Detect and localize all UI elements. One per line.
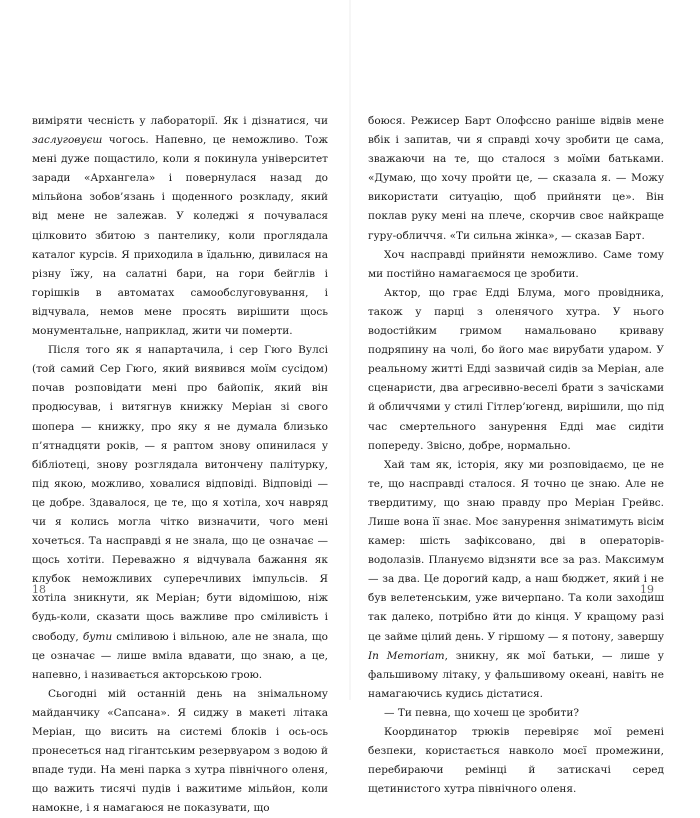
text-run: Хоч насправді прийняти неможливо. Саме тому ми постійно намагаємося це зробити. [368,248,664,280]
right-page-number: 19 [640,583,654,596]
paragraph [32,685,328,818]
left-page-number: 18 [32,583,46,596]
text-run: сміливою і вільною, але не знала, що це означає — лише вміла вдавати, що знаю, а це, напевно, і називається акторською грою. [32,630,328,681]
paragraph [368,456,664,704]
paragraph [368,723,664,799]
text-run: чогось. Напевно, це неможливо. Тож мені дуже пощастило, коли я покинула університет заради «Архангела» і повернулася назад до мільйона зобов’язань і щоденного розкладу, який від мене не залежав. У коледжі я почувалася цілковито збитою з пантелику, коли проглядала каталог курсів. Я приходила в їдальню, дивилася на різну їжу, на салатні бари, на гори бейглів і горішків в автоматах самообслуговування, і відчувала, немов мене просять вирішити щось монументальне, наприклад, жити чи померти. [32,134,328,338]
paragraph [368,246,664,284]
paragraph [368,112,664,246]
paragraph [368,284,664,456]
paragraph [32,341,328,685]
text-run: Актор, що грає Едді Блума, мого провідника, також у парці з оленячого хутра. У нього водостійким гримом намальовано криваву подряпину на чолі, бо його має вирубати ударом. У реальному житті Едді зазвичай сидів за Меріан, але сценаристи, два агресивно-веселі брати з зачісками й обличчями у стилі Гітлер’югенд, вирішили, що під час смертельного занурення Едді має сидіти попереду. Звісно, добре, нормально. [368,286,664,452]
italic-text: бути [82,630,113,643]
paragraph [32,112,328,341]
text-run: Хай там як, історія, яку ми розповідаємо, це не те, що насправді сталося. Я точно це знаю. Але не твердитиму, що знаю правду про Меріан Грейвс. Лише вона її знає. Моє занурення зніматимуть вісім камер: шість зафіксовано, дві в операторів-водолазів. Плануємо відзняти все за раз. Максимум — за два. Це дорогий кадр, а наш бюджет, який і не був велетенським, уже вичерпано. Та коли заходиш так далеко, потрібно йти до кінця. У кращому разі це займе цілий день. У гіршому — я потону, завершу [368,458,664,643]
text-run: Координатор трюків перевіряє мої ремені безпеки, користається навколо моєї промежини, перебираючи ремінці й затискачі серед щетинистого хутра північного оленя. [368,726,664,796]
left-page-text [32,112,328,815]
text-run: — Ти певна, що хочеш це зробити? [384,706,579,719]
italic-text: In Memoriam [368,649,445,662]
text-run: боюся. Режисер Барт Олофссно раніше відвів мене вбік і запитав, чи я справді хочу зробити це сама, зважаючи на те, що сталося з моїми батьками. «Думаю, що хочу пройти це, — сказала я. — Можу використати ситуацію, щоб прийняти це». Він поклав руку мені на плече, скорчив своє найкраще гуру-обличчя. «Ти сильна жінка», — сказав Барт. [368,115,664,242]
text-run: Після того як я напартачила, і сер Гюго Вулсі (той самий Сер Гюго, який виявився моїм сусідом) почав розповідати мені про байопік, який він продюсував, і витягнув книжку Меріан зі свого шопера — книжку, про яку я не думала близько п’ятнадцяти років, — я раптом знову опинилася у бібліотеці, знову розглядала витончену палітурку, під якою, можливо, ховалися відповіді. Відповіді — це добре. Здавалося, це те, що я хотіла, хоч навряд чи я колись могла чітко визначити, чого мені хочеться. Та насправді я не знала, що це означає — щось хотіти. Переважно я відчувала бажання як клубок неможливих суперечливих імпульсів. Я хотіла зникнути, як Меріан; бути відомішою, ніж будь-коли, сказати щось важливе про сміливість і свободу, [32,344,328,643]
text-run: виміряти чесність у лабораторії. Як і дізнатися, чи [32,115,328,127]
paragraph [368,704,664,723]
book-spine-shadow [349,0,351,700]
italic-text: заслуговуєш [32,134,103,147]
text-run: , зникну, як мої батьки, — лише у фальшивому літаку, у фальшивому океані, навіть не намагаючись кудись дістатися. [368,649,664,700]
right-page-text [368,112,664,796]
text-run: Сьогодні мій останній день на знімальному майданчику «Сапсана». Я сиджу в макеті літака Меріан, що висить на системі блоків і ось-ось пронесеться над гігантським резервуаром з водою й впаде туди. На мені парка з хутра північного оленя, що важить тисячі пудів і важитиме мільйон, коли намокне, і я намагаюся не показувати, що [32,687,328,815]
